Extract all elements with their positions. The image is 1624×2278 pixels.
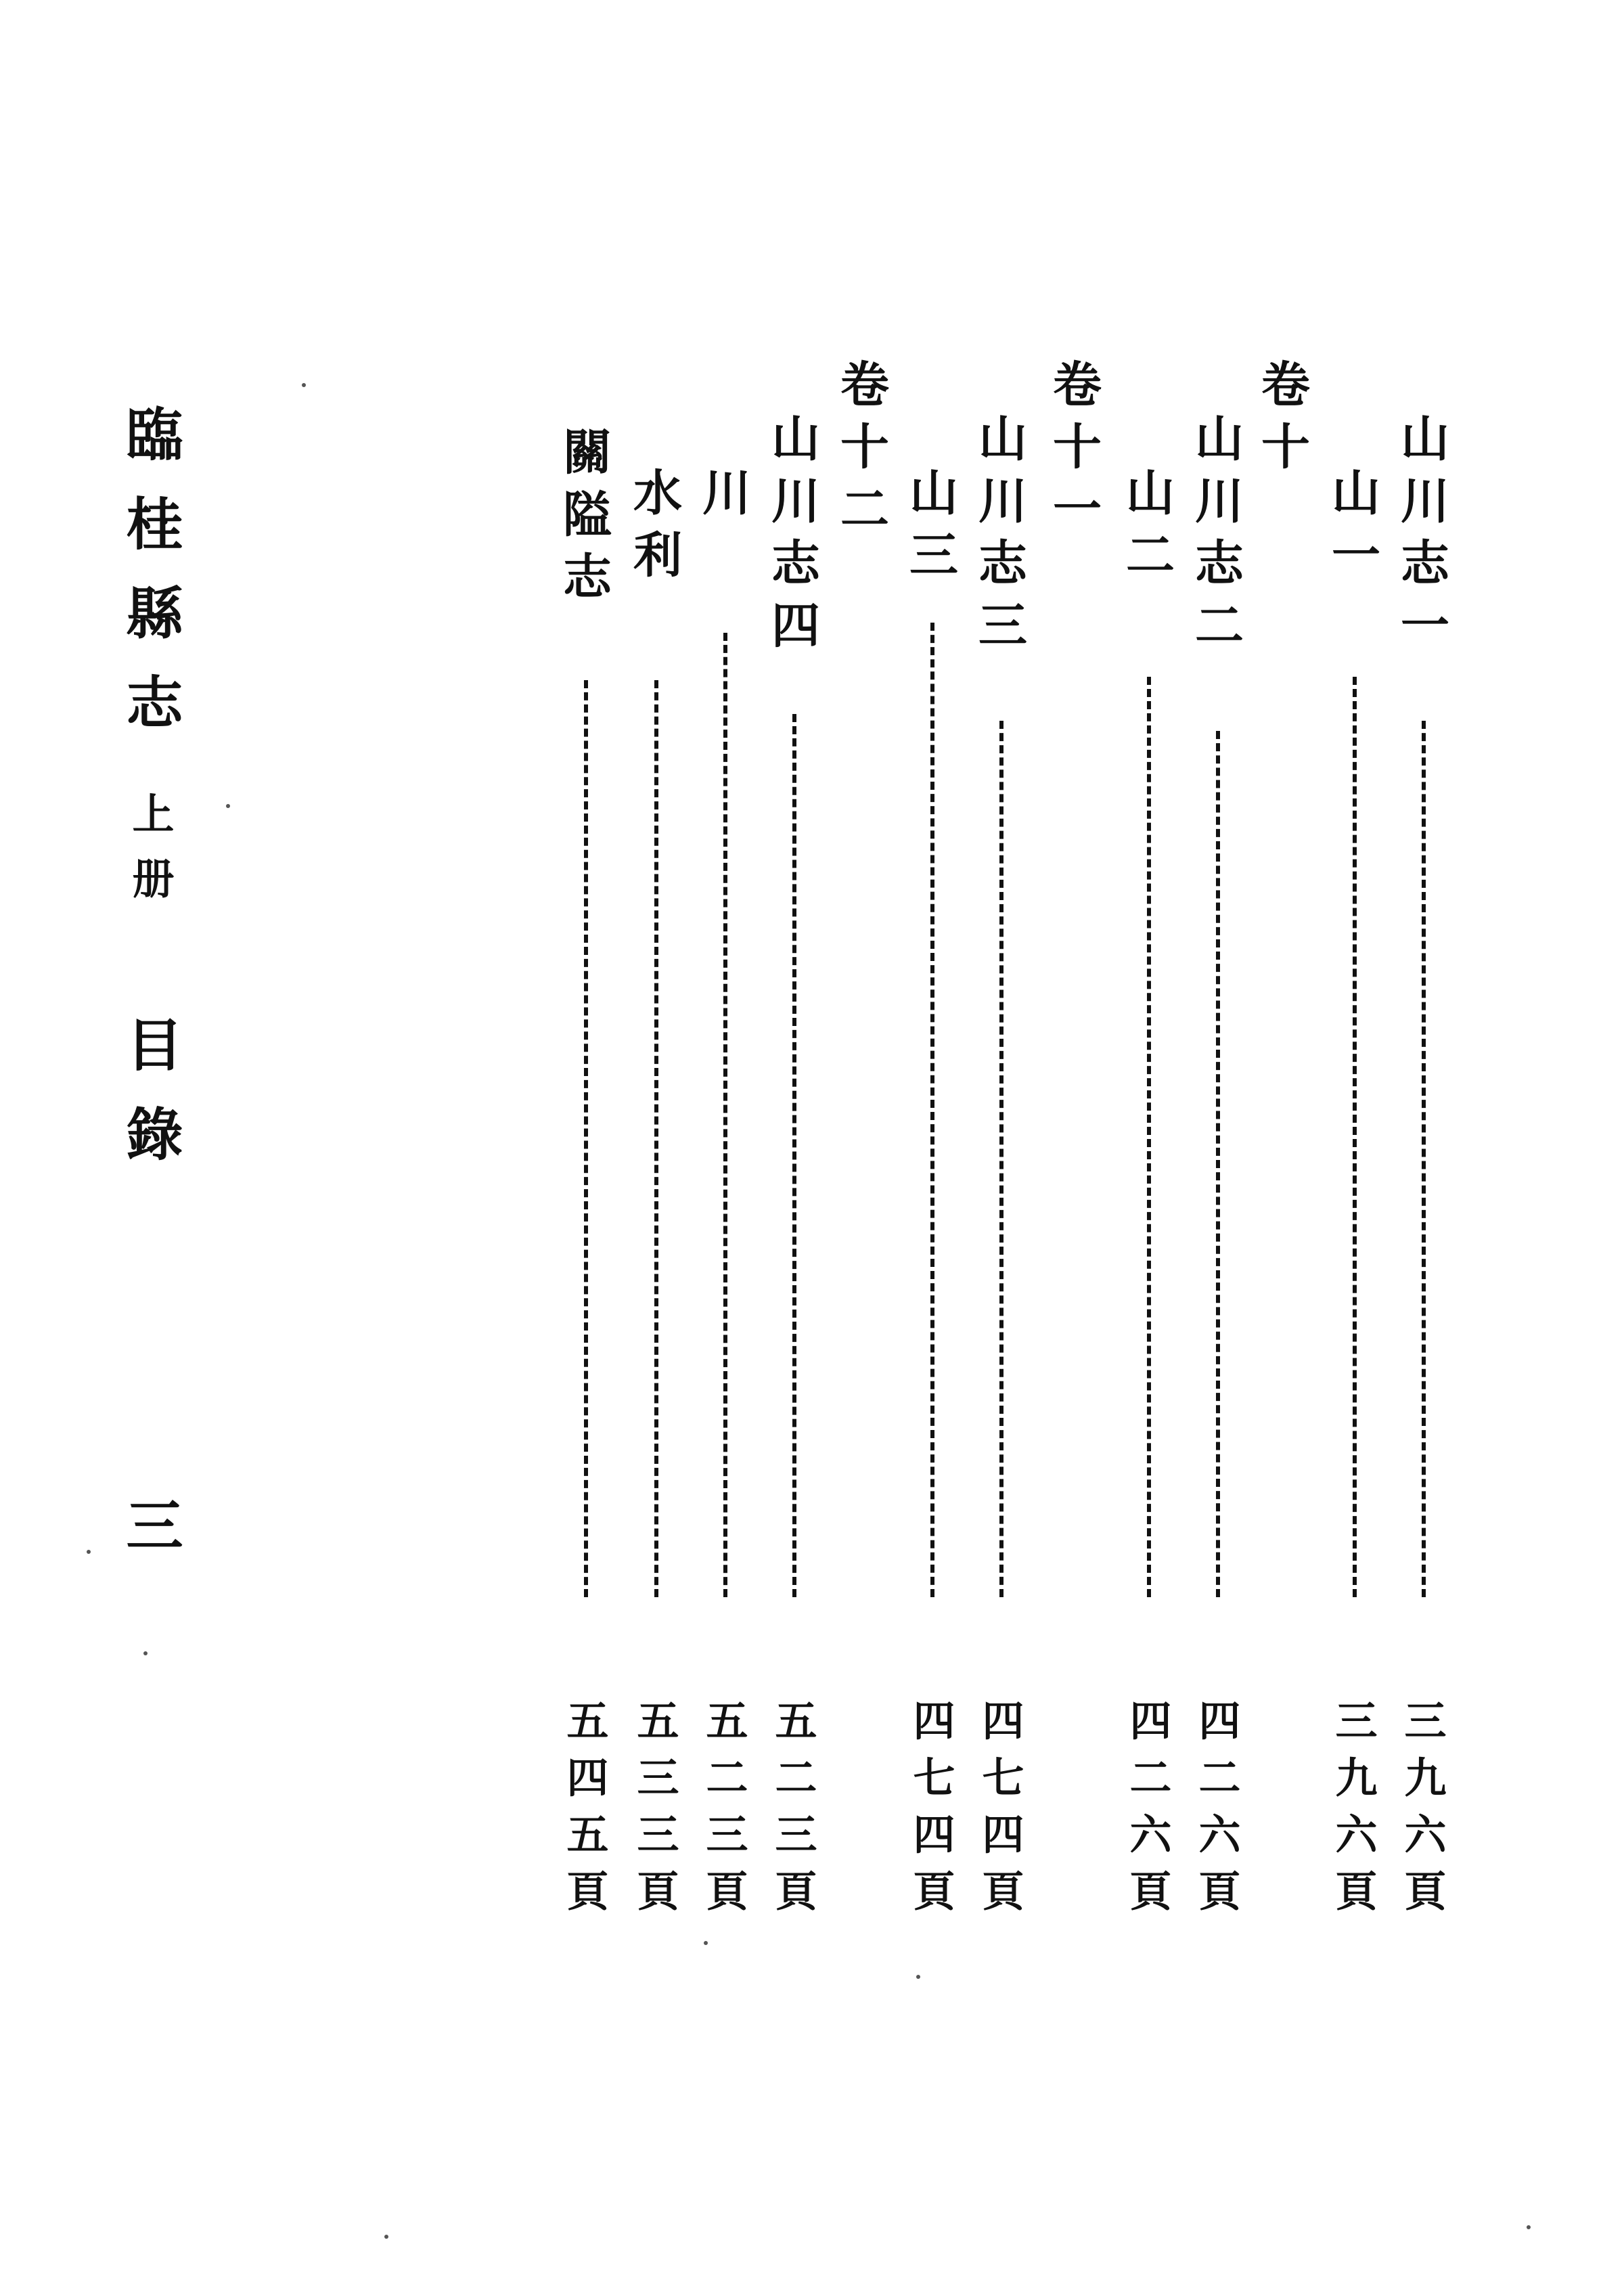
toc-entry-page: 四二六頁	[1123, 1699, 1172, 1926]
toc-entry-page: 五二三頁	[768, 1699, 817, 1926]
scan-speck	[302, 383, 306, 387]
scan-speck	[704, 1941, 708, 1945]
book-title: 臨桂縣志	[117, 405, 184, 762]
toc-volume-heading: 卷十一	[1045, 359, 1102, 545]
toc-leader-line	[999, 721, 1003, 1597]
toc-leader-line	[792, 714, 796, 1597]
page-number: 三	[117, 1496, 184, 1585]
scan-speck	[87, 1550, 91, 1554]
toc-entry-page: 四二六頁	[1192, 1699, 1241, 1926]
toc-entry-page: 五四五頁	[560, 1699, 609, 1926]
toc-leader-line	[723, 633, 727, 1597]
toc-entry-title: 山一	[1324, 467, 1381, 591]
toc-entry-title: 山川志四	[763, 413, 821, 662]
section-title: 目錄	[117, 1015, 184, 1194]
toc-entry-page: 五二三頁	[699, 1699, 748, 1926]
toc-leader-line	[1216, 731, 1220, 1597]
toc-entry-page: 四七四頁	[975, 1699, 1024, 1926]
toc-leader-line	[1147, 677, 1151, 1597]
toc-entry-title: 川	[694, 467, 752, 529]
toc-entry-title: 關隘志	[555, 426, 612, 613]
scan-speck	[143, 1651, 148, 1655]
toc-entry-title: 山川志一	[1393, 413, 1450, 662]
scan-speck	[226, 804, 230, 808]
toc-entry-title: 山川志二	[1187, 413, 1244, 662]
toc-leader-line	[1422, 721, 1426, 1597]
toc-leader-line	[1353, 677, 1357, 1597]
toc-volume-heading: 卷十	[1253, 359, 1311, 483]
toc-entry-title: 水利	[625, 467, 683, 591]
scan-speck	[1527, 2225, 1531, 2229]
scan-speck	[384, 2235, 388, 2239]
toc-entry-page: 四七四頁	[906, 1699, 955, 1926]
scan-speck	[916, 1975, 920, 1979]
toc-leader-line	[584, 680, 588, 1597]
toc-entry-page: 三九六頁	[1397, 1699, 1447, 1926]
volume-label: 上册	[125, 792, 175, 922]
toc-leader-line	[930, 623, 934, 1597]
toc-entry-page: 五三三頁	[630, 1699, 679, 1926]
toc-leader-line	[654, 680, 658, 1597]
toc-entry-page: 三九六頁	[1328, 1699, 1378, 1926]
toc-entry-title: 山三	[901, 467, 959, 591]
toc-entry-title: 山二	[1118, 467, 1175, 591]
toc-entry-title: 山川志三	[970, 413, 1028, 662]
toc-volume-heading: 卷十二	[832, 359, 890, 545]
